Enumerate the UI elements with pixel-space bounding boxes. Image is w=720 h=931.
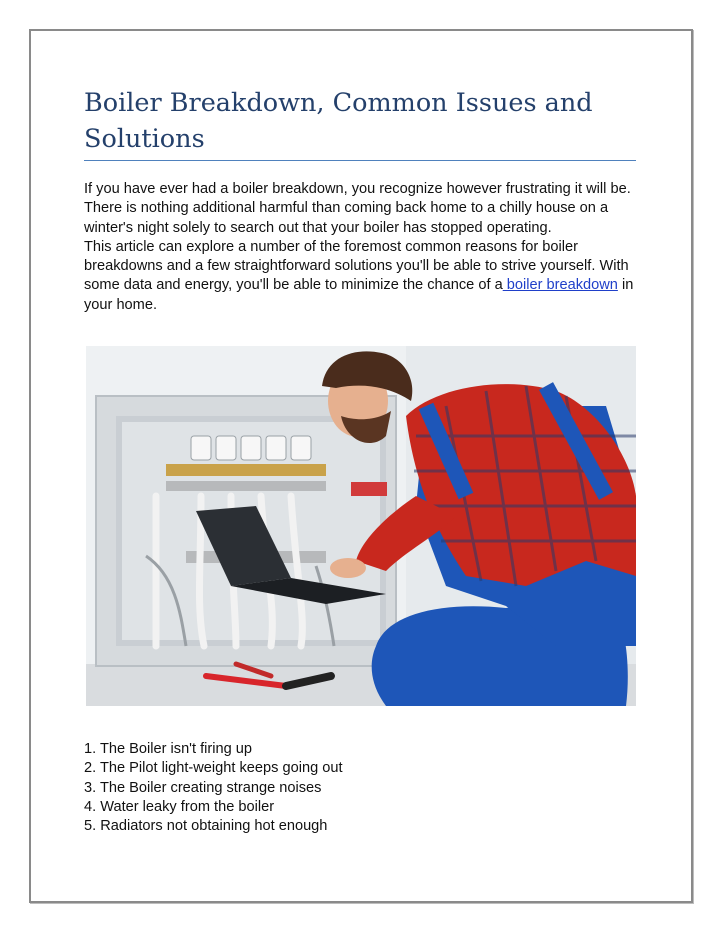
boiler-breakdown-link[interactable]: boiler breakdown	[502, 277, 618, 294]
issues-list	[84, 740, 343, 836]
intro-paragraph-2	[84, 238, 644, 315]
intro-paragraph-2-start: This article can explore a number of the foremost common reasons for boiler breakdowns and a few straightforward solutions you'll be able to strive yourself. With some data and energy, you'll be able to minimize the chance of a	[84, 238, 629, 294]
issue-item: 2. The Pilot light-weight keeps going out	[84, 760, 343, 777]
intro-paragraph-2-end: in your home.	[84, 277, 634, 313]
technician-illustration	[86, 346, 636, 706]
issue-item: 4. Water leaky from the boiler	[84, 798, 275, 815]
page-title: Boiler Breakdown, Common Issues and Solutions	[84, 88, 593, 154]
intro-text	[84, 180, 644, 315]
title-divider	[84, 160, 636, 161]
technician-photo	[86, 346, 636, 706]
issue-item: 5. Radiators not obtaining hot enough	[84, 818, 328, 835]
issue-item: 3. The Boiler creating strange noises	[84, 779, 322, 796]
intro-paragraph-1: If you have ever had a boiler breakdown, you recognize however frustrating it will be. There is nothing additional harmful than coming back home to a chilly house on a winter's night solely to search out that your boiler has stopped operating.	[84, 181, 631, 236]
issue-item: 1. The Boiler isn't firing up	[84, 741, 252, 757]
